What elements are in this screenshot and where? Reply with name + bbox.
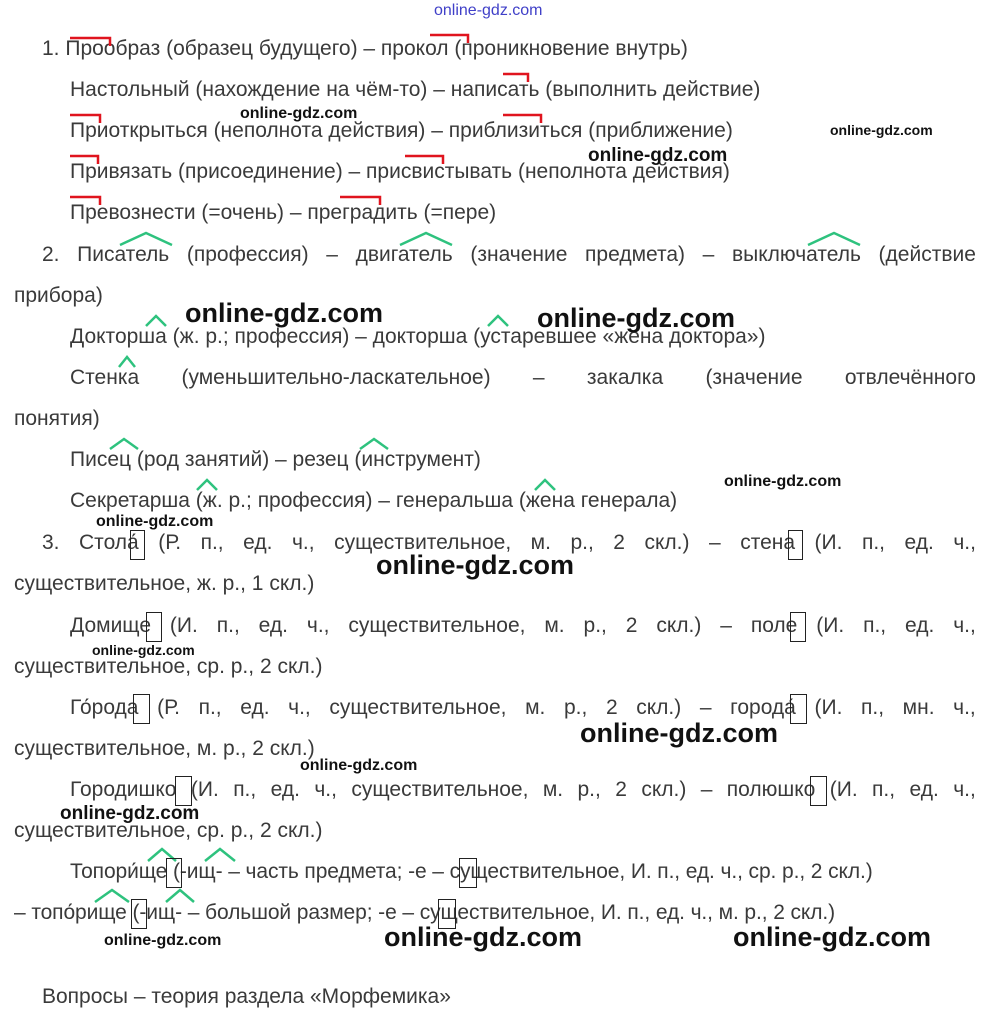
ending-box xyxy=(790,694,807,724)
line-2-1-cont: прибора) xyxy=(14,284,103,307)
watermark: online-gdz.com xyxy=(60,803,200,824)
footer-note: Вопросы – теория раздела «Морфемика» xyxy=(42,985,451,1008)
line-2-1: 2. Писатель (профессия) – двигатель (значение предмета) – выключатель (действие xyxy=(42,243,976,266)
watermark: online-gdz.com xyxy=(92,642,195,658)
line-3-2: Домище (И. п., ед. ч., существительное, м. р., 2 скл.) – поле (И. п., ед. ч., xyxy=(70,614,976,637)
line-3-5: Топори́ще (-ищ- – часть предмета; -е – существительное, И. п., ед. ч., ср. р., 2 скл.) xyxy=(70,860,873,883)
ending-box xyxy=(790,612,806,642)
line-3-4-cont: существительное, ср. р., 2 скл.) xyxy=(14,819,323,842)
line-3-1: 3. Стола́ (Р. п., ед. ч., существительное, м. р., 2 скл.) – стена (И. п., ед. ч., xyxy=(42,531,976,554)
watermark: online-gdz.com xyxy=(724,473,842,490)
watermark: online-gdz.com xyxy=(240,105,358,122)
line-1-5: Превознести (=очень) – преградить (=пере) xyxy=(70,201,497,224)
line-2-4: Писец (род занятий) – резец (инструмент) xyxy=(70,448,481,471)
line-2-3: Стенка (уменьшительно-ласкательное) – закалка (значение отвлечённого xyxy=(70,366,976,389)
ending-box xyxy=(459,858,477,888)
watermark: online-gdz.com xyxy=(588,145,728,166)
line-3-3: Го́рода (Р. п., ед. ч., существительное, м. р., 2 скл.) – города́ (И. п., мн. ч., xyxy=(70,696,976,719)
watermark: online-gdz.com xyxy=(733,922,931,952)
line-3-3-cont: существительное, м. р., 2 скл.) xyxy=(14,737,315,760)
watermark: online-gdz.com xyxy=(376,550,574,580)
line-2-2: Докторша (ж. р.; профессия) – докторша (устаревшее «жена доктора») xyxy=(70,325,766,348)
ending-box xyxy=(175,776,192,806)
site-watermark-top: online-gdz.com xyxy=(434,2,543,19)
watermark: online-gdz.com xyxy=(96,513,214,530)
watermark: online-gdz.com xyxy=(384,922,582,952)
line-3-5-cont: – топо́рище (-ищ- – большой размер; -е – существительное, И. п., ед. ч., м. р., 2 скл.) xyxy=(14,901,836,924)
line-1-2: Настольный (нахождение на чём-то) – написать (выполнить действие) xyxy=(70,78,761,101)
line-1-3: Приоткрыться (неполнота действия) – приблизиться (приближение) xyxy=(70,119,733,142)
ending-box xyxy=(810,776,827,806)
line-3-2-cont: существительное, ср. р., 2 скл.) xyxy=(14,655,323,678)
watermark: online-gdz.com xyxy=(580,718,778,748)
watermark: online-gdz.com xyxy=(537,303,735,333)
line-2-3-cont: понятия) xyxy=(14,407,100,430)
ending-box xyxy=(131,899,147,929)
ending-box xyxy=(133,694,150,724)
line-1-4: Привязать (присоединение) – присвистывать (неполнота действия) xyxy=(70,160,730,183)
ending-box xyxy=(130,530,145,560)
watermark: online-gdz.com xyxy=(185,298,383,328)
line-3-4: Городишко (И. п., ед. ч., существительное, м. р., 2 скл.) – полюшко (И. п., ед. ч., xyxy=(70,778,976,801)
ending-box xyxy=(146,612,162,642)
ending-box xyxy=(788,530,803,560)
watermark: online-gdz.com xyxy=(104,932,222,949)
watermark: online-gdz.com xyxy=(300,757,418,774)
line-3-1-cont: существительное, ж. р., 1 скл.) xyxy=(14,572,315,595)
watermark: online-gdz.com xyxy=(830,122,933,138)
line-1-1: 1. Прообраз (образец будущего) – прокол (проникновение внутрь) xyxy=(42,37,688,60)
ending-box xyxy=(166,858,182,888)
line-2-5: Секретарша (ж. р.; профессия) – генеральша (жена генерала) xyxy=(70,489,678,512)
